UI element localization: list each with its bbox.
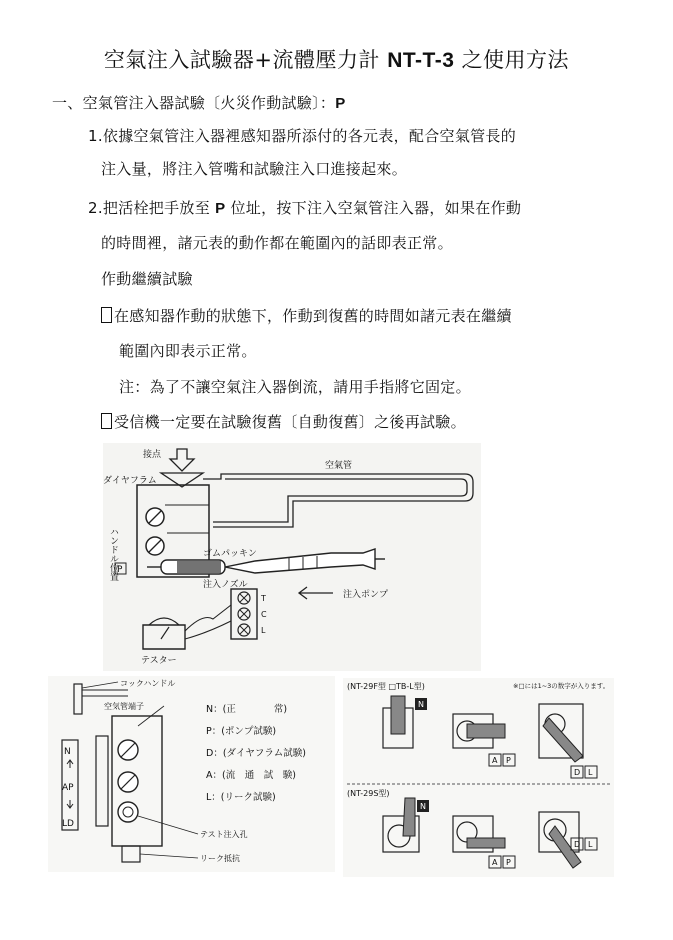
legend-a: A：(流 通 試 験) (206, 770, 296, 781)
handle-n-icon (403, 798, 415, 836)
bullet-1-line-2: 範圍內即表示正常。 (119, 342, 257, 360)
title-main: 空氣注入試驗器+流體壓力計 (103, 48, 388, 72)
handle-ap-icon (467, 724, 505, 738)
label-tester: テスター (141, 656, 177, 666)
test-port-icon (118, 802, 138, 822)
title-model: NT-T-3 (387, 49, 455, 72)
pos-p-b: P (506, 858, 511, 867)
handle-dl-icon (543, 718, 583, 762)
pos-a-a: A (492, 756, 498, 765)
bullet-2-text: 受信機一定要在試驗復舊〔自動復舊〕之後再試驗。 (114, 413, 466, 431)
bullet-box-icon (101, 413, 112, 429)
bullet-2-line-1 (101, 411, 466, 432)
bullet-box-icon (101, 307, 112, 323)
legend-p: P：(ポンプ試験) (206, 726, 277, 737)
p2-code: P (215, 200, 226, 217)
legend-n: N：(正 常) (206, 704, 288, 715)
label-nozzle: 注入ノズル (203, 580, 248, 590)
bullet-1-line-1 (101, 305, 512, 326)
note-line: 注：為了不讓空氣注入器倒流，請用手指將它固定。 (119, 378, 471, 396)
label-diaphragm: ダイヤフラム (103, 476, 157, 486)
label-cock-handle: コックハンドル (120, 679, 176, 688)
label-terminal-l: L (261, 626, 266, 635)
label-terminal-c: C (261, 610, 267, 619)
label-handle-position: ハンドル位置 (108, 527, 118, 581)
paragraph-2-line-1 (88, 197, 521, 218)
label-pump: 注入ポンプ (343, 590, 389, 600)
tester-box (143, 625, 185, 649)
handle-slot (96, 736, 108, 826)
handle-ap-icon (467, 838, 505, 848)
pos-n-b: N (420, 802, 426, 811)
label-type-a: (NT-29F型 □TB-L型) (347, 682, 425, 691)
section-heading-text: 一、空氣管注入器試驗〔火災作動試驗〕： (52, 94, 336, 112)
pos-l-a: L (588, 768, 593, 777)
legend-l: L：(リーク試験) (206, 792, 276, 803)
label-leak-resistance: リーク抵抗 (200, 854, 240, 863)
position-n: N (64, 747, 71, 757)
pos-d-a: D (574, 768, 581, 777)
section-heading (52, 92, 346, 113)
left-arrow-icon (299, 587, 333, 599)
label-handle-p: P (117, 565, 123, 575)
pos-l-b: L (588, 840, 593, 849)
legend-d: D：(ダイヤフラム試験) (206, 748, 306, 759)
page-title (0, 44, 673, 74)
paragraph-1-line-2: 注入量，將注入管嘴和試驗注入口進接起來。 (101, 160, 408, 178)
title-suffix: 之使用方法 (454, 48, 570, 72)
handle-n-icon (391, 696, 405, 734)
label-type-b: (NT-29S型) (347, 789, 390, 798)
down-arrow-icon (170, 449, 194, 471)
label-note: ※□には1~3の数字が入ります。 (513, 682, 610, 690)
air-tube (203, 474, 473, 527)
paragraph-2-line-2: 的時間裡，諸元表的動作都在範圍內的話即表正常。 (101, 234, 453, 252)
figure-cock-handle (48, 676, 335, 872)
section-heading-code: P (335, 95, 346, 112)
pos-p-a: P (506, 756, 511, 765)
pos-a-b: A (492, 858, 498, 867)
p2-text-a: 2.把活栓把手放至 (88, 199, 216, 217)
pos-d-b: D (574, 840, 581, 849)
position-ld: LD (62, 819, 74, 829)
label-terminal-t: T (261, 594, 266, 603)
figure-injection-test (103, 443, 481, 671)
handle-bar (74, 684, 82, 714)
label-air-tube: 空氣管 (325, 461, 353, 471)
figure-handle-positions (343, 678, 614, 877)
label-rubber-packing: ゴムパッキン (203, 549, 257, 559)
label-contact: 接点 (143, 450, 162, 460)
label-test-port: テスト注入孔 (200, 830, 248, 839)
bullet-1-text: 在感知器作動的狀態下，作動到復舊的時間如諸元表在繼續 (114, 307, 512, 325)
pos-n-a: N (418, 700, 424, 709)
label-air-tube-terminal: 空気管端子 (104, 702, 144, 711)
sub-heading: 作動繼續試驗 (101, 270, 193, 288)
paragraph-1-line-1: 1.依據空氣管注入器裡感知器所添付的各元表，配合空氣管長的 (88, 127, 517, 145)
p2-text-b: 位址，按下注入空氣管注入器，如果在作動 (225, 199, 522, 217)
position-ap: AP (62, 783, 74, 793)
